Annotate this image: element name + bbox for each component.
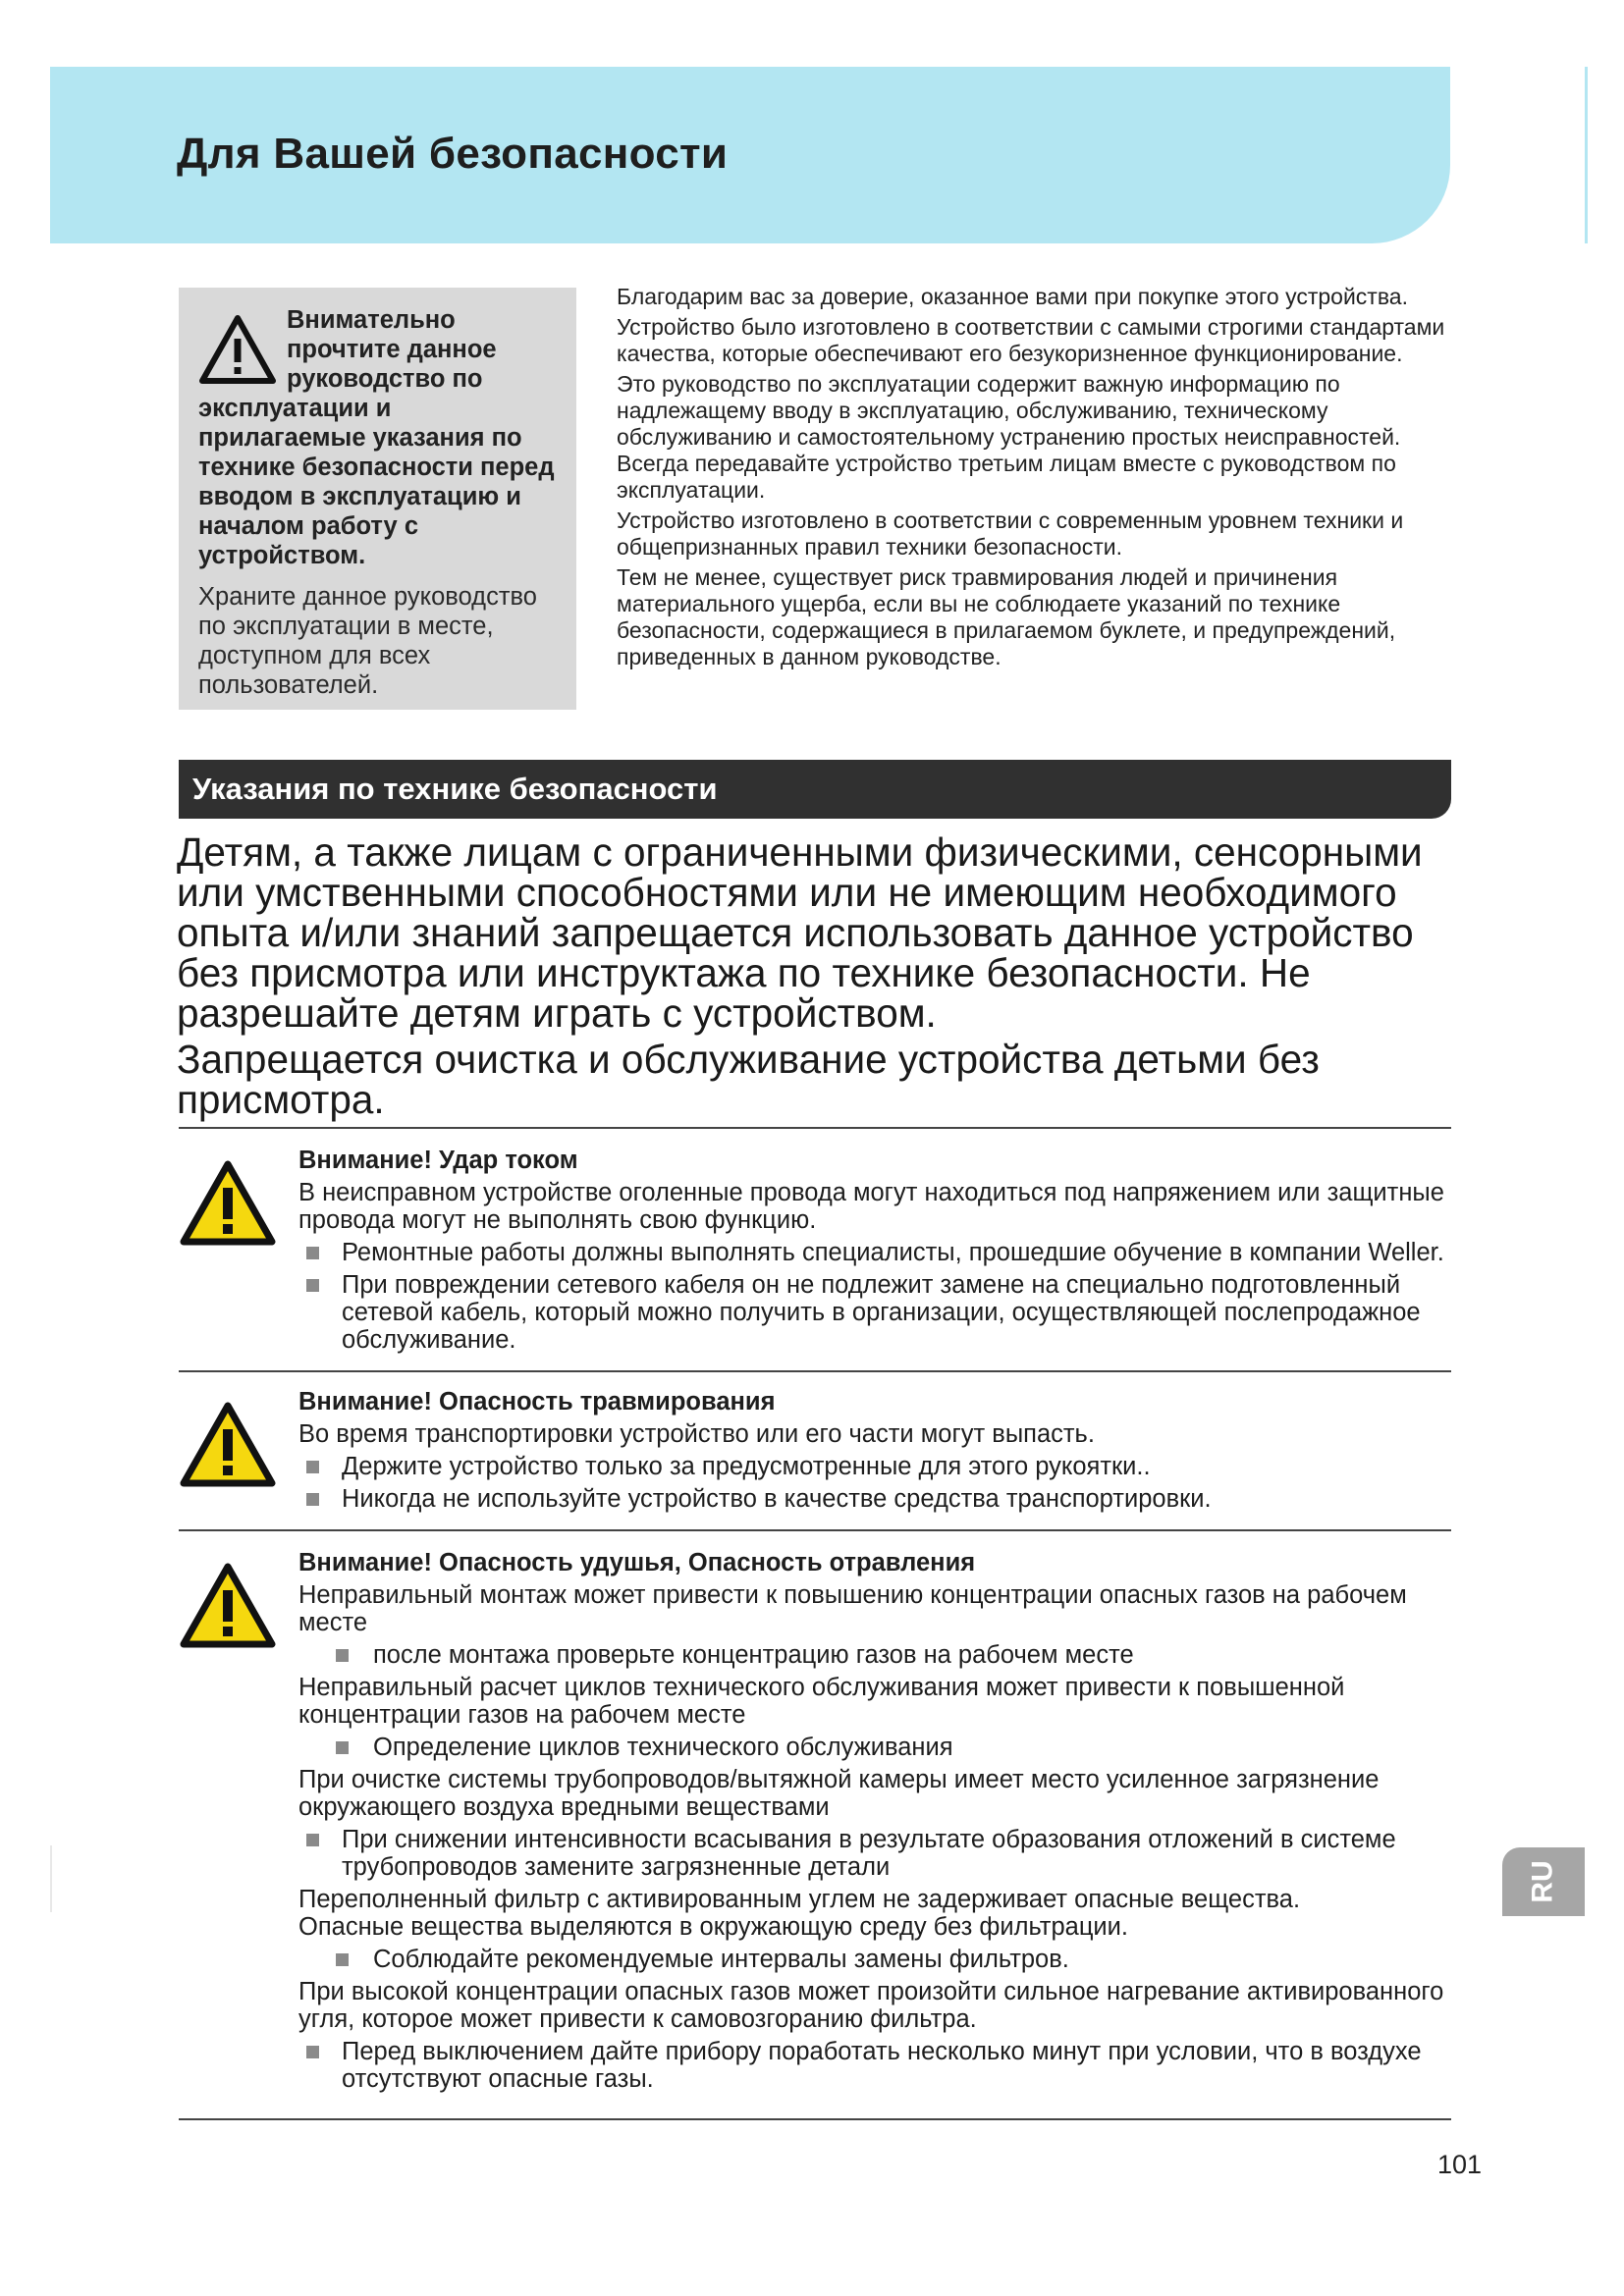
list-item-text: Ремонтные работы должны выполнять специалисты, прошедшие обучение в компании Weller. bbox=[342, 1239, 1444, 1266]
list-item bbox=[298, 1453, 1467, 1480]
square-bullet-icon bbox=[336, 1649, 349, 1662]
warning-title: Внимание! Опасность удушья, Опасность отравления bbox=[298, 1549, 976, 1576]
warning-electric-shock bbox=[298, 1147, 1467, 1359]
language-tab-label: RU bbox=[1527, 1860, 1559, 1903]
square-bullet-icon bbox=[306, 1279, 319, 1292]
margin-line bbox=[50, 1845, 52, 1912]
warning-title: Внимание! Удар током bbox=[298, 1147, 578, 1174]
list-item bbox=[298, 1946, 1467, 1973]
warning-text: Опасные вещества выделяются в окружающую среду без фильтрации. bbox=[298, 1913, 1128, 1941]
list-item bbox=[298, 1271, 1467, 1354]
divider bbox=[179, 1529, 1451, 1531]
section-title: Указания по технике безопасности bbox=[192, 772, 718, 806]
notice-normal-text: Храните данное руководство по эксплуатации в месте, доступном для всех пользователей. bbox=[198, 583, 537, 699]
warning-injury bbox=[298, 1388, 1467, 1518]
list-item bbox=[298, 1239, 1467, 1266]
list-item-text: Держите устройство только за предусмотренные для этого рукоятки.. bbox=[342, 1453, 1151, 1480]
children-paragraph: Детям, а также лицам с ограниченными физическими, сенсорными или умственными способностями или не имеющим необходимого опыта и/или знаний запрещается использовать данное устройство без присмотра или инструктажа по технике безопасности. Не разрешайте детям играть с устройством. bbox=[177, 829, 1423, 1036]
square-bullet-icon bbox=[306, 1493, 319, 1506]
square-bullet-icon bbox=[336, 1741, 349, 1754]
warning-text: В неисправном устройстве оголенные провода могут находиться под напряжением или защитные провода могут не выполнять свою функцию. bbox=[298, 1179, 1444, 1234]
list-item-text: При снижении интенсивности всасывания в результате образования отложений в системе трубопроводов замените загрязненные детали bbox=[342, 1826, 1396, 1881]
language-tab[interactable] bbox=[1502, 1847, 1585, 1916]
warning-triangle-icon bbox=[179, 1158, 277, 1249]
children-warning bbox=[177, 829, 1463, 1126]
list-item-text: Соблюдайте рекомендуемые интервалы замены фильтров. bbox=[373, 1946, 1069, 1973]
warning-outline-icon bbox=[198, 313, 277, 386]
warning-suffocation-poisoning bbox=[298, 1549, 1467, 2098]
warning-text: При очистке системы трубопроводов/вытяжной камеры имеет место усиленное загрязнение окружающего воздуха вредными веществами bbox=[298, 1766, 1380, 1821]
children-paragraph: Запрещается очистка и обслуживание устройства детьми без присмотра. bbox=[177, 1037, 1320, 1122]
square-bullet-icon bbox=[306, 1834, 319, 1846]
page-title: Для Вашей безопасности bbox=[177, 130, 729, 178]
list-item bbox=[298, 1734, 1467, 1761]
list-item-text: Определение циклов технического обслуживания bbox=[373, 1734, 953, 1761]
list-item bbox=[298, 1485, 1467, 1513]
list-item bbox=[298, 1641, 1467, 1669]
section-header bbox=[179, 760, 1451, 819]
list-item bbox=[298, 2038, 1467, 2093]
square-bullet-icon bbox=[306, 1461, 319, 1473]
list-item bbox=[298, 1826, 1467, 1881]
warning-text: Неправильный расчет циклов технического обслуживания может привести к повышенной концентрации газов на рабочем месте bbox=[298, 1674, 1345, 1729]
divider bbox=[179, 1370, 1451, 1372]
intro-paragraph: Тем не менее, существует риск травмирования людей и причинения материального ущерба, если вы не соблюдаете указаний по технике безопасности, содержащиеся в прилагаемом буклете, и предупреждений, приведенных в данном руководстве. bbox=[617, 564, 1396, 669]
warning-text: Неправильный монтаж может привести к повышению концентрации опасных газов на рабочем месте bbox=[298, 1581, 1407, 1636]
notice-bold-text: Внимательно прочтите данное руководство по эксплуатации и прилагаемые указания по технике безопасности перед вводом в эксплуатацию и началом работу с устройством. bbox=[198, 306, 555, 569]
warning-text: При высокой концентрации опасных газов может произойти сильное нагревание активированного угля, которое может привести к самовозгоранию фильтра. bbox=[298, 1978, 1444, 2033]
square-bullet-icon bbox=[306, 2046, 319, 2058]
intro-text bbox=[617, 284, 1461, 674]
intro-paragraph: Это руководство по эксплуатации содержит важную информацию по надлежащему вводу в эксплуатацию, обслуживанию, техническому обслуживанию и самостоятельному устранению простых неисправностей. Всегда передавайте устройство третьим лицам вместе с руководством по эксплуатации. bbox=[617, 371, 1401, 503]
square-bullet-icon bbox=[306, 1247, 319, 1259]
notice-box bbox=[179, 288, 576, 710]
warning-text: Во время транспортировки устройство или его части могут выпасть. bbox=[298, 1420, 1095, 1448]
warning-triangle-icon bbox=[179, 1561, 277, 1651]
page-number: 101 bbox=[1437, 2150, 1483, 2179]
edge-line bbox=[1585, 67, 1588, 243]
divider bbox=[179, 1127, 1451, 1129]
intro-paragraph: Устройство было изготовлено в соответствии с самыми строгими стандартами качества, которые обеспечивают его безукоризненное функционирование. bbox=[617, 314, 1445, 366]
list-item-text: после монтажа проверьте концентрацию газов на рабочем месте bbox=[373, 1641, 1134, 1669]
list-item-text: При повреждении сетевого кабеля он не подлежит замене на специально подготовленный сетевой кабель, который можно получить в организации, осуществляющей послепродажное обслуживание. bbox=[342, 1271, 1421, 1354]
list-item-text: Никогда не используйте устройство в качестве средства транспортировки. bbox=[342, 1485, 1212, 1513]
list-item-text: Перед выключением дайте прибору поработать несколько минут при условии, что в воздухе отсутствуют опасные газы. bbox=[342, 2038, 1422, 2093]
warning-triangle-icon bbox=[179, 1400, 277, 1490]
warning-text: Переполненный фильтр с активированным углем не задерживает опасные вещества. bbox=[298, 1886, 1301, 1913]
warning-title: Внимание! Опасность травмирования bbox=[298, 1388, 776, 1415]
intro-paragraph: Благодарим вас за доверие, оказанное вами при покупке этого устройства. bbox=[617, 284, 1408, 309]
divider bbox=[179, 2118, 1451, 2120]
square-bullet-icon bbox=[336, 1953, 349, 1966]
intro-paragraph: Устройство изготовлено в соответствии с современным уровнем техники и общепризнанных правил техники безопасности. bbox=[617, 507, 1404, 560]
